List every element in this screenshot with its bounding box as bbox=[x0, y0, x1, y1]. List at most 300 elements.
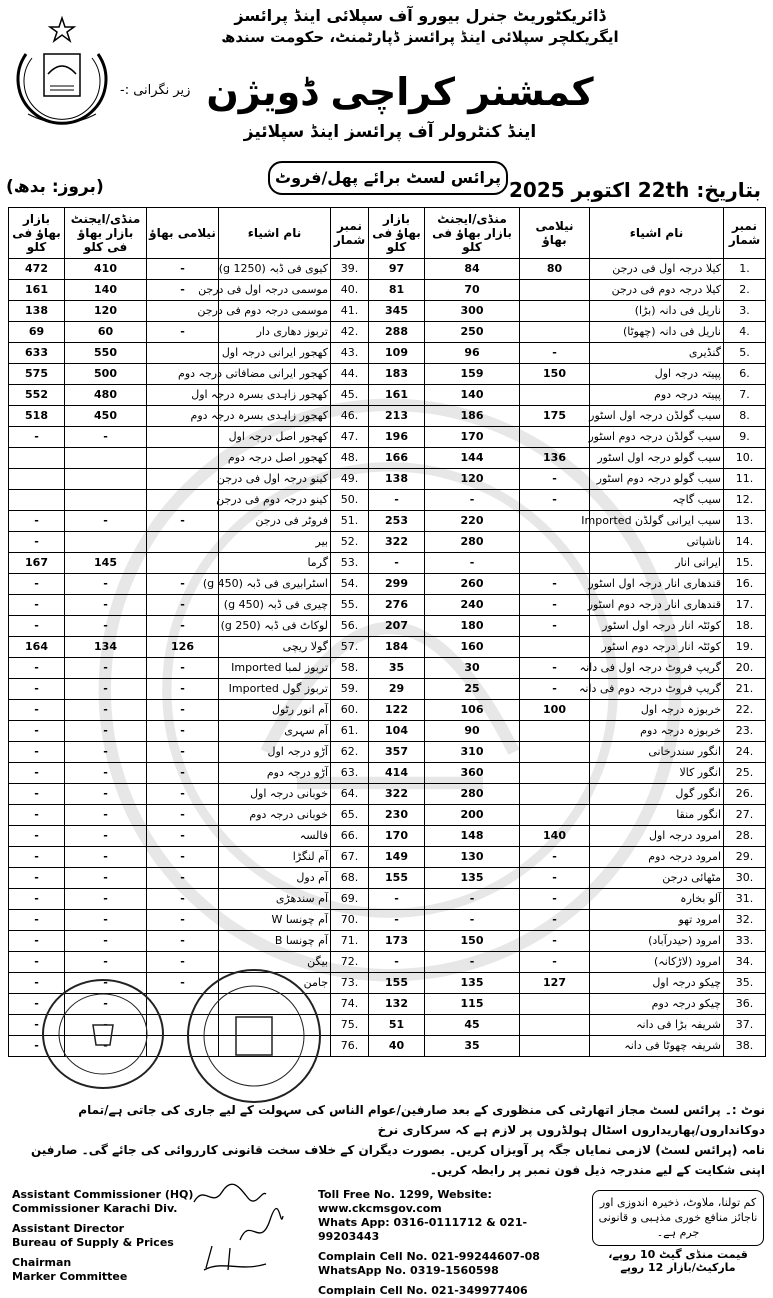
left-sr-cell: 44. bbox=[331, 364, 369, 385]
left-bazar-cell: - bbox=[9, 826, 65, 847]
header-sr: نمبر شمار bbox=[724, 208, 766, 259]
left-sr-cell: 55. bbox=[331, 595, 369, 616]
right-mandi-cell: 170 bbox=[425, 427, 520, 448]
left-bazar-cell: - bbox=[9, 994, 65, 1015]
right-sr-cell: 36. bbox=[724, 994, 766, 1015]
sindh-government-logo bbox=[6, 14, 118, 132]
left-auction-cell bbox=[147, 448, 219, 469]
left-sr-cell: 51. bbox=[331, 511, 369, 532]
right-bazar-cell: 183 bbox=[369, 364, 425, 385]
left-mandi-cell bbox=[65, 448, 147, 469]
right-name-cell: امرود تھو bbox=[590, 910, 724, 931]
right-sr-cell: 37. bbox=[724, 1015, 766, 1036]
right-auction-cell bbox=[520, 280, 590, 301]
right-name-cell: امرود درجہ دوم bbox=[590, 847, 724, 868]
table-row bbox=[9, 931, 766, 952]
left-sr-cell: 54. bbox=[331, 574, 369, 595]
left-bazar-cell: 167 bbox=[9, 553, 65, 574]
right-mandi-cell: 220 bbox=[425, 511, 520, 532]
left-auction-cell: - bbox=[147, 259, 219, 280]
table-row bbox=[9, 616, 766, 637]
left-name-cell: کھجور اصل درجہ دوم bbox=[219, 448, 331, 469]
left-bazar-cell: 138 bbox=[9, 301, 65, 322]
price-table-container bbox=[8, 207, 765, 1057]
right-name-cell: ناشپاتی bbox=[590, 532, 724, 553]
left-bazar-cell: - bbox=[9, 658, 65, 679]
table-row bbox=[9, 700, 766, 721]
right-mandi-cell: - bbox=[425, 889, 520, 910]
left-name-cell: خوبانی درجہ دوم bbox=[219, 805, 331, 826]
left-bazar-cell: 472 bbox=[9, 259, 65, 280]
left-bazar-cell: 552 bbox=[9, 385, 65, 406]
right-bazar-cell: 155 bbox=[369, 973, 425, 994]
right-mandi-cell: 150 bbox=[425, 931, 520, 952]
right-name-cell: گریپ فروٹ درجہ دوم فی دانہ bbox=[590, 679, 724, 700]
right-mandi-cell: 140 bbox=[425, 385, 520, 406]
left-name-cell: موسمی درجہ اول فی درجن bbox=[219, 280, 331, 301]
right-mandi-cell: 310 bbox=[425, 742, 520, 763]
right-name-cell: سیب گاچہ bbox=[590, 490, 724, 511]
header-name: نام اشیاء bbox=[219, 208, 331, 259]
right-name-cell: انگور کالا bbox=[590, 763, 724, 784]
left-auction-cell bbox=[147, 427, 219, 448]
right-sr-cell: 12. bbox=[724, 490, 766, 511]
right-name-cell: شریفہ بڑا فی دانہ bbox=[590, 1015, 724, 1036]
table-row bbox=[9, 805, 766, 826]
left-mandi-cell: - bbox=[65, 763, 147, 784]
table-row bbox=[9, 553, 766, 574]
left-sr-cell: 76. bbox=[331, 1036, 369, 1057]
left-mandi-cell: - bbox=[65, 742, 147, 763]
right-auction-cell: - bbox=[520, 868, 590, 889]
left-auction-cell bbox=[147, 532, 219, 553]
right-mandi-cell: - bbox=[425, 490, 520, 511]
left-sr-cell: 67. bbox=[331, 847, 369, 868]
left-bazar-cell: - bbox=[9, 1036, 65, 1057]
left-mandi-cell: 410 bbox=[65, 259, 147, 280]
left-mandi-cell: - bbox=[65, 805, 147, 826]
right-bazar-cell: 173 bbox=[369, 931, 425, 952]
right-name-cell: امرود (لاڑکانہ) bbox=[590, 952, 724, 973]
left-bazar-cell: 633 bbox=[9, 343, 65, 364]
left-mandi-cell: - bbox=[65, 574, 147, 595]
left-auction-cell bbox=[147, 343, 219, 364]
right-bazar-cell: 213 bbox=[369, 406, 425, 427]
right-name-cell: ناریل فی دانہ (بڑا) bbox=[590, 301, 724, 322]
price-table bbox=[8, 207, 766, 1057]
left-bazar-cell bbox=[9, 490, 65, 511]
right-mandi-cell: 200 bbox=[425, 805, 520, 826]
right-sr-cell: 2. bbox=[724, 280, 766, 301]
left-bazar-cell: - bbox=[9, 616, 65, 637]
left-bazar-cell: 161 bbox=[9, 280, 65, 301]
right-auction-cell: - bbox=[520, 679, 590, 700]
right-name-cell: انگور گول bbox=[590, 784, 724, 805]
right-bazar-cell: 138 bbox=[369, 469, 425, 490]
table-row bbox=[9, 343, 766, 364]
table-row bbox=[9, 847, 766, 868]
right-sr-cell: 19. bbox=[724, 637, 766, 658]
right-auction-cell bbox=[520, 1036, 590, 1057]
table-row bbox=[9, 406, 766, 427]
right-bazar-cell: - bbox=[369, 910, 425, 931]
right-bazar-cell: 184 bbox=[369, 637, 425, 658]
right-mandi-cell: 186 bbox=[425, 406, 520, 427]
right-mandi-cell: 84 bbox=[425, 259, 520, 280]
right-sr-cell: 21. bbox=[724, 679, 766, 700]
left-sr-cell: 42. bbox=[331, 322, 369, 343]
left-mandi-cell: - bbox=[65, 847, 147, 868]
right-name-cell: کیلا درجہ اول فی درجن bbox=[590, 259, 724, 280]
right-bazar-cell: 155 bbox=[369, 868, 425, 889]
right-mandi-cell: 148 bbox=[425, 826, 520, 847]
left-auction-cell: - bbox=[147, 595, 219, 616]
right-sr-cell: 24. bbox=[724, 742, 766, 763]
notice-line-1: نوٹ :۔ پرائس لسٹ مجاز اتھارٹی کی منظوری کے بعد صارفین/عوام الناس کی سہولت کے لیے جاری کی جاتی ہے/تمام دوکانداروں/پھاریداروں اسٹال ہولڈروں پر لازم ہے کہ سرکاری نرخ bbox=[78, 1103, 765, 1137]
table-row bbox=[9, 574, 766, 595]
complain-cell-1: Complain Cell No. 021-99244607-08 bbox=[318, 1250, 540, 1263]
left-bazar-cell: - bbox=[9, 742, 65, 763]
controller-title: اینڈ کنٹرولر آف پرائسز اینڈ سپلائیز bbox=[243, 122, 537, 142]
right-sr-cell: 35. bbox=[724, 973, 766, 994]
right-auction-cell: - bbox=[520, 931, 590, 952]
right-sr-cell: 14. bbox=[724, 532, 766, 553]
right-auction-cell: - bbox=[520, 952, 590, 973]
left-auction-cell: - bbox=[147, 868, 219, 889]
left-mandi-cell: - bbox=[65, 826, 147, 847]
left-mandi-cell: 145 bbox=[65, 553, 147, 574]
left-name-cell: فروٹر فی درجن bbox=[219, 511, 331, 532]
table-row bbox=[9, 763, 766, 784]
left-mandi-cell: - bbox=[65, 1015, 147, 1036]
left-mandi-cell bbox=[65, 469, 147, 490]
table-row bbox=[9, 868, 766, 889]
right-auction-cell: 80 bbox=[520, 259, 590, 280]
right-bazar-cell: 97 bbox=[369, 259, 425, 280]
right-mandi-cell: 70 bbox=[425, 280, 520, 301]
right-bazar-cell: 51 bbox=[369, 1015, 425, 1036]
left-mandi-cell: - bbox=[65, 679, 147, 700]
left-auction-cell bbox=[147, 553, 219, 574]
right-auction-cell bbox=[520, 784, 590, 805]
right-name-cell: کیلا درجہ دوم فی درجن bbox=[590, 280, 724, 301]
right-name-cell: پپیتہ درجہ دوم bbox=[590, 385, 724, 406]
right-auction-cell: 175 bbox=[520, 406, 590, 427]
left-auction-cell: - bbox=[147, 805, 219, 826]
bureau-supply-stamp bbox=[180, 965, 328, 1107]
right-sr-cell: 5. bbox=[724, 343, 766, 364]
right-bazar-cell: 322 bbox=[369, 532, 425, 553]
right-auction-cell bbox=[520, 763, 590, 784]
right-sr-cell: 16. bbox=[724, 574, 766, 595]
right-mandi-cell: 120 bbox=[425, 469, 520, 490]
table-row bbox=[9, 469, 766, 490]
left-mandi-cell: - bbox=[65, 994, 147, 1015]
left-name-cell: آم سندھڑی bbox=[219, 889, 331, 910]
table-row bbox=[9, 490, 766, 511]
left-name-cell: آم لنگڑا bbox=[219, 847, 331, 868]
warning-box: کم تولنا، ملاوٹ، ذخیرہ اندوزی اور ناجائز منافع خوری مذہبی و قانونی جرم ہے۔ bbox=[592, 1190, 764, 1246]
left-sr-cell: 64. bbox=[331, 784, 369, 805]
right-name-cell: امرود درجہ اول bbox=[590, 826, 724, 847]
table-row bbox=[9, 322, 766, 343]
right-name-cell: قندھاری انار درجہ اول اسٹور bbox=[590, 574, 724, 595]
right-bazar-cell: 345 bbox=[369, 301, 425, 322]
left-mandi-cell: - bbox=[65, 952, 147, 973]
right-mandi-cell: 300 bbox=[425, 301, 520, 322]
left-auction-cell: - bbox=[147, 574, 219, 595]
right-auction-cell bbox=[520, 994, 590, 1015]
sig1-title: Assistant Commissioner (HQ) bbox=[12, 1188, 194, 1201]
right-bazar-cell: 40 bbox=[369, 1036, 425, 1057]
left-bazar-cell: - bbox=[9, 700, 65, 721]
right-sr-cell: 10. bbox=[724, 448, 766, 469]
left-name-cell: کینو درجہ اول فی درجن bbox=[219, 469, 331, 490]
left-sr-cell: 72. bbox=[331, 952, 369, 973]
left-mandi-cell: 450 bbox=[65, 406, 147, 427]
right-mandi-cell: 30 bbox=[425, 658, 520, 679]
date-label: بتاریخ: 22th اکتوبر 2025 bbox=[509, 178, 761, 202]
left-name-cell: آم چونسا B bbox=[219, 931, 331, 952]
left-name-cell: کھجور ایرانی مضافاتی درجہ دوم bbox=[219, 364, 331, 385]
right-sr-cell: 13. bbox=[724, 511, 766, 532]
left-auction-cell bbox=[147, 490, 219, 511]
left-mandi-cell bbox=[65, 490, 147, 511]
table-row bbox=[9, 532, 766, 553]
right-bazar-cell: 35 bbox=[369, 658, 425, 679]
left-name-cell: موسمی درجہ دوم فی درجن bbox=[219, 301, 331, 322]
right-mandi-cell: 144 bbox=[425, 448, 520, 469]
left-name-cell: آم چونسا W bbox=[219, 910, 331, 931]
table-row bbox=[9, 742, 766, 763]
left-bazar-cell: - bbox=[9, 889, 65, 910]
directorate-title: ڈائریکٹوریٹ جنرل بیورو آف سپلائی اینڈ پرائسز bbox=[234, 6, 606, 25]
right-bazar-cell: - bbox=[369, 952, 425, 973]
left-sr-cell: 74. bbox=[331, 994, 369, 1015]
right-mandi-cell: 106 bbox=[425, 700, 520, 721]
left-name-cell: کینو درجہ دوم فی درجن bbox=[219, 490, 331, 511]
right-name-cell: چیکو درجہ اول bbox=[590, 973, 724, 994]
left-name-cell: جامن bbox=[219, 973, 331, 994]
header-mandi: منڈی/ایجنٹ بازار بھاؤ فی کلو bbox=[65, 208, 147, 259]
right-bazar-cell: 104 bbox=[369, 721, 425, 742]
left-mandi-cell: 550 bbox=[65, 343, 147, 364]
table-row bbox=[9, 784, 766, 805]
right-sr-cell: 28. bbox=[724, 826, 766, 847]
left-auction-cell: - bbox=[147, 742, 219, 763]
header-bazar: بازار بھاؤ فی کلو bbox=[369, 208, 425, 259]
left-mandi-cell: - bbox=[65, 616, 147, 637]
left-auction-cell: - bbox=[147, 847, 219, 868]
right-name-cell: سیب گولڈن درجہ اول اسٹور bbox=[590, 406, 724, 427]
right-mandi-cell: 135 bbox=[425, 868, 520, 889]
right-bazar-cell: - bbox=[369, 490, 425, 511]
left-bazar-cell: - bbox=[9, 952, 65, 973]
left-name-cell: کھجور زاہدی بسرہ درجہ دوم bbox=[219, 406, 331, 427]
right-bazar-cell: 122 bbox=[369, 700, 425, 721]
right-bazar-cell: 149 bbox=[369, 847, 425, 868]
left-sr-cell: 47. bbox=[331, 427, 369, 448]
left-auction-cell: - bbox=[147, 784, 219, 805]
left-bazar-cell: 575 bbox=[9, 364, 65, 385]
left-bazar-cell: - bbox=[9, 427, 65, 448]
left-bazar-cell: - bbox=[9, 532, 65, 553]
left-name-cell: اسٹرابیری فی ڈبہ (450 g) bbox=[219, 574, 331, 595]
right-sr-cell: 29. bbox=[724, 847, 766, 868]
right-auction-cell: - bbox=[520, 889, 590, 910]
right-sr-cell: 31. bbox=[724, 889, 766, 910]
right-bazar-cell: 109 bbox=[369, 343, 425, 364]
right-sr-cell: 7. bbox=[724, 385, 766, 406]
header-auction: نیلامی بھاؤ bbox=[147, 208, 219, 259]
left-mandi-cell: 480 bbox=[65, 385, 147, 406]
sig3-sub: Marker Committee bbox=[12, 1270, 128, 1283]
right-bazar-cell: 81 bbox=[369, 280, 425, 301]
right-bazar-cell: 230 bbox=[369, 805, 425, 826]
left-mandi-cell: 120 bbox=[65, 301, 147, 322]
right-sr-cell: 27. bbox=[724, 805, 766, 826]
right-auction-cell: - bbox=[520, 910, 590, 931]
left-mandi-cell: - bbox=[65, 973, 147, 994]
right-mandi-cell: 240 bbox=[425, 595, 520, 616]
sig2-title: Assistant Director bbox=[12, 1222, 125, 1235]
right-bazar-cell: 132 bbox=[369, 994, 425, 1015]
right-name-cell: امرود (حیدرآباد) bbox=[590, 931, 724, 952]
left-auction-cell bbox=[147, 469, 219, 490]
header-mandi: منڈی/ایجنٹ بازار بھاؤ فی کلو bbox=[425, 208, 520, 259]
footer-signatories bbox=[12, 1188, 242, 1284]
fee-line: قیمت منڈی گیٹ 10 روپے، مارکیٹ/بازار 12 روپے bbox=[608, 1248, 748, 1274]
left-name-cell: آم انور رٹول bbox=[219, 700, 331, 721]
right-mandi-cell: 260 bbox=[425, 574, 520, 595]
right-bazar-cell: 299 bbox=[369, 574, 425, 595]
right-sr-cell: 9. bbox=[724, 427, 766, 448]
left-name-cell: بیگن bbox=[219, 952, 331, 973]
sig3-title: Chairman bbox=[12, 1256, 72, 1269]
right-auction-cell bbox=[520, 805, 590, 826]
right-bazar-cell: - bbox=[369, 553, 425, 574]
right-mandi-cell: - bbox=[425, 952, 520, 973]
left-auction-cell: - bbox=[147, 826, 219, 847]
right-name-cell: پپیتہ درجہ اول bbox=[590, 364, 724, 385]
right-bazar-cell: 322 bbox=[369, 784, 425, 805]
right-sr-cell: 17. bbox=[724, 595, 766, 616]
left-bazar-cell: 164 bbox=[9, 637, 65, 658]
left-auction-cell: - bbox=[147, 763, 219, 784]
price-table-body bbox=[9, 259, 766, 1057]
right-auction-cell bbox=[520, 511, 590, 532]
right-auction-cell bbox=[520, 427, 590, 448]
right-sr-cell: 22. bbox=[724, 700, 766, 721]
right-name-cell: کوئٹہ انار درجہ دوم اسٹور bbox=[590, 637, 724, 658]
right-auction-cell bbox=[520, 1015, 590, 1036]
right-mandi-cell: - bbox=[425, 553, 520, 574]
left-name-cell: آم دول bbox=[219, 868, 331, 889]
left-bazar-cell: - bbox=[9, 574, 65, 595]
right-auction-cell bbox=[520, 637, 590, 658]
right-mandi-cell: 25 bbox=[425, 679, 520, 700]
left-sr-cell: 40. bbox=[331, 280, 369, 301]
left-auction-cell: - bbox=[147, 280, 219, 301]
notice-text bbox=[8, 1100, 765, 1180]
left-bazar-cell: - bbox=[9, 868, 65, 889]
right-mandi-cell: 45 bbox=[425, 1015, 520, 1036]
left-sr-cell: 41. bbox=[331, 301, 369, 322]
left-bazar-cell: - bbox=[9, 805, 65, 826]
signature-assistant-director bbox=[235, 1210, 285, 1245]
right-name-cell: شریفہ چھوٹا فی دانہ bbox=[590, 1036, 724, 1057]
right-sr-cell: 6. bbox=[724, 364, 766, 385]
right-name-cell: آلو بخارہ bbox=[590, 889, 724, 910]
department-title: ایگریکلچر سپلائی اینڈ پرائسز ڈپارٹمنٹ، حکومت سندھ bbox=[221, 28, 619, 46]
right-name-cell: انگور سندرخانی bbox=[590, 742, 724, 763]
left-sr-cell: 66. bbox=[331, 826, 369, 847]
right-name-cell: سیب ایرانی گولڈن Imported bbox=[590, 511, 724, 532]
right-auction-cell bbox=[520, 385, 590, 406]
table-row bbox=[9, 889, 766, 910]
left-bazar-cell bbox=[9, 448, 65, 469]
left-mandi-cell: - bbox=[65, 1036, 147, 1057]
left-bazar-cell: 69 bbox=[9, 322, 65, 343]
table-row bbox=[9, 658, 766, 679]
footer-contacts bbox=[318, 1188, 588, 1298]
table-row bbox=[9, 595, 766, 616]
left-auction-cell: - bbox=[147, 931, 219, 952]
left-name-cell: بیر bbox=[219, 532, 331, 553]
right-name-cell: انگور منقا bbox=[590, 805, 724, 826]
right-name-cell: ناریل فی دانہ (چھوٹا) bbox=[590, 322, 724, 343]
left-bazar-cell: - bbox=[9, 910, 65, 931]
right-sr-cell: 26. bbox=[724, 784, 766, 805]
left-auction-cell: - bbox=[147, 952, 219, 973]
left-name-cell: کھجور ایرانی درجہ اول bbox=[219, 343, 331, 364]
left-mandi-cell: 140 bbox=[65, 280, 147, 301]
left-auction-cell: 126 bbox=[147, 637, 219, 658]
right-auction-cell: - bbox=[520, 490, 590, 511]
right-bazar-cell: 357 bbox=[369, 742, 425, 763]
left-bazar-cell: - bbox=[9, 847, 65, 868]
left-name-cell: چیری فی ڈبہ (450 g) bbox=[219, 595, 331, 616]
left-sr-cell: 52. bbox=[331, 532, 369, 553]
right-name-cell: کوئٹہ انار درجہ اول اسٹور bbox=[590, 616, 724, 637]
left-bazar-cell: - bbox=[9, 679, 65, 700]
right-mandi-cell: 280 bbox=[425, 532, 520, 553]
right-mandi-cell: 135 bbox=[425, 973, 520, 994]
left-mandi-cell: - bbox=[65, 511, 147, 532]
left-sr-cell: 63. bbox=[331, 763, 369, 784]
right-sr-cell: 4. bbox=[724, 322, 766, 343]
right-auction-cell bbox=[520, 322, 590, 343]
left-auction-cell: - bbox=[147, 973, 219, 994]
left-auction-cell: - bbox=[147, 700, 219, 721]
supervision-label: زیر نگرانی :- bbox=[120, 83, 191, 98]
table-row bbox=[9, 301, 766, 322]
right-name-cell: خربوزہ درجہ دوم bbox=[590, 721, 724, 742]
table-row bbox=[9, 511, 766, 532]
right-sr-cell: 32. bbox=[724, 910, 766, 931]
left-auction-cell: - bbox=[147, 889, 219, 910]
left-auction-cell: - bbox=[147, 511, 219, 532]
left-bazar-cell: - bbox=[9, 784, 65, 805]
left-sr-cell: 59. bbox=[331, 679, 369, 700]
left-sr-cell: 46. bbox=[331, 406, 369, 427]
right-auction-cell: - bbox=[520, 658, 590, 679]
left-name-cell: تربوز لمبا Imported bbox=[219, 658, 331, 679]
right-mandi-cell: 35 bbox=[425, 1036, 520, 1057]
right-mandi-cell: 160 bbox=[425, 637, 520, 658]
left-name-cell: آڑو درجہ دوم bbox=[219, 763, 331, 784]
right-sr-cell: 15. bbox=[724, 553, 766, 574]
